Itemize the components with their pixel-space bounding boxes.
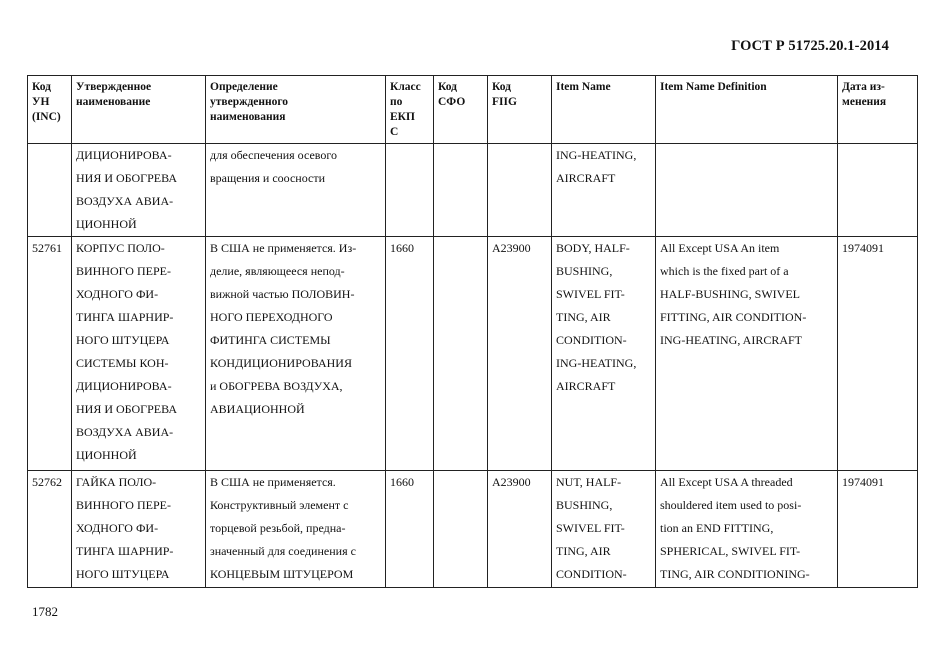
cell-line: ВИННОГО ПЕРЕ- [76,264,171,278]
col-fiig-header [488,76,552,144]
cell-line: КОНЦЕВЫМ ШТУЦЕРОМ [210,567,354,581]
cell-line: TING, AIR [556,310,611,324]
header-line: Код [492,81,512,93]
fiig-cell [488,144,552,237]
cell-line: КОРПУС ПОЛО- [76,241,165,255]
cell-line: SWIVEL FIT- [556,521,625,535]
cell-line: which is the fixed part of a [660,264,789,278]
header-line: Дата из- [842,81,885,93]
table-row [28,471,918,588]
approved-name-cell [72,144,206,237]
cell-line: ДИЦИОНИРОВА- [76,148,172,162]
cell-line: делие, являющееся непод- [210,264,345,278]
cell-line: для обеспечения осевого [210,148,337,162]
cell-line: ХОДНОГО ФИ- [76,287,159,301]
fiig-cell: A23900 [488,471,552,588]
cell-line: СИСТЕМЫ КОН- [76,356,169,370]
cell-line: ФИТИНГА СИСТЕМЫ [210,333,331,347]
date-cell [838,144,918,237]
cell-line: All Except USA A threaded [660,475,793,489]
cell-line: ING-HEATING, [556,356,637,370]
header-line: наименования [210,111,286,123]
sfo-cell [434,471,488,588]
cell-line: ДИЦИОНИРОВА- [76,379,172,393]
cell-line: В США не применяется. [210,475,336,489]
table-header-row [28,76,918,144]
cell-line: Конструктивный элемент с [210,498,349,512]
cell-line: ВОЗДУХА АВИА- [76,425,174,439]
approved-name-cell [72,471,206,588]
cell-line: КОНДИЦИОНИРОВАНИЯ [210,356,352,370]
item-definition-cell [656,237,838,471]
definition-cell [206,237,386,471]
cell-line: ING-HEATING, AIRCRAFT [660,333,802,347]
class-cell: 1660 [386,471,434,588]
cell-line: и ОБОГРЕВА ВОЗДУХА, [210,379,343,393]
table-row [28,144,918,237]
cell-line: TING, AIR CONDITIONING- [660,567,810,581]
col-class-header [386,76,434,144]
cell-line: вижной частью ПОЛОВИН- [210,287,355,301]
header-line: С [390,126,399,138]
header-line: утвержденного [210,96,289,108]
inc-cell: 52762 [28,471,72,588]
page-number: 1782 [32,604,58,619]
cell-line: ХОДНОГО ФИ- [76,521,159,535]
cell-line: НИЯ И ОБОГРЕВА [76,402,177,416]
cell-line: HALF-BUSHING, SWIVEL [660,287,800,301]
cell-line: ЦИОННОЙ [76,448,137,462]
definition-cell [206,144,386,237]
header-line: Утвержденное [76,81,152,93]
header-line: наименование [76,96,151,108]
item-name-cell [552,471,656,588]
cell-line: значенный для соединения с [210,544,356,558]
date-cell: 1974091 [838,237,918,471]
cell-line: BUSHING, [556,498,613,512]
approved-name-cell [72,237,206,471]
cell-line: CONDITION- [556,567,627,581]
table-row [28,237,918,471]
header-line: по [390,96,403,108]
item-definition-cell [656,144,838,237]
cell-line: SPHERICAL, SWIVEL FIT- [660,544,801,558]
registry-table [27,75,918,588]
date-cell: 1974091 [838,471,918,588]
cell-line: BODY, HALF- [556,241,630,255]
sfo-cell [434,237,488,471]
cell-line: НОГО ПЕРЕХОДНОГО [210,310,333,324]
cell-line: NUT, HALF- [556,475,622,489]
header-line: Код [32,81,52,93]
col-approved-name-header [72,76,206,144]
cell-line: ТИНГА ШАРНИР- [76,544,174,558]
cell-line: ВИННОГО ПЕРЕ- [76,498,171,512]
cell-line: TING, AIR [556,544,611,558]
header-line: ЕКП [390,111,415,123]
fiig-cell: A23900 [488,237,552,471]
cell-line: В США не применяется. Из- [210,241,357,255]
cell-line: CONDITION- [556,333,627,347]
item-name-cell [552,237,656,471]
cell-line: ГАЙКА ПОЛО- [76,475,157,489]
item-definition-cell [656,471,838,588]
inc-cell [28,144,72,237]
header-line: Item Name [556,81,611,93]
col-date-header [838,76,918,144]
item-name-cell [552,144,656,237]
cell-line: SWIVEL FIT- [556,287,625,301]
cell-line: shouldered item used to posi- [660,498,802,512]
header-line: менения [842,96,887,108]
cell-line: НИЯ И ОБОГРЕВА [76,171,177,185]
col-inc-header [28,76,72,144]
cell-line: ТИНГА ШАРНИР- [76,310,174,324]
header-line: FIIG [492,96,517,108]
class-cell [386,144,434,237]
header-line: Код [438,81,458,93]
header-line: Item Name Definition [660,81,767,93]
cell-line: AIRCRAFT [556,379,616,393]
standard-code: ГОСТ Р 51725.20.1-2014 [731,38,889,54]
cell-line: ING-HEATING, [556,148,637,162]
cell-line: FITTING, AIR CONDITION- [660,310,807,324]
cell-line: BUSHING, [556,264,613,278]
cell-line: торцевой резьбой, предна- [210,521,346,535]
cell-line: НОГО ШТУЦЕРА [76,333,170,347]
header-line: СФО [438,96,466,108]
header-line: Класс [390,81,421,93]
class-cell: 1660 [386,237,434,471]
header-line: УН [32,96,50,108]
cell-line: ВОЗДУХА АВИА- [76,194,174,208]
col-sfo-header [434,76,488,144]
col-definition-header [206,76,386,144]
cell-line: tion an END FITTING, [660,521,774,535]
cell-line: AIRCRAFT [556,171,616,185]
cell-line: АВИАЦИОННОЙ [210,402,305,416]
cell-line: вращения и соосности [210,171,326,185]
sfo-cell [434,144,488,237]
header-line: (INC) [32,111,61,123]
cell-line: All Except USA An item [660,241,780,255]
definition-cell [206,471,386,588]
inc-cell: 52761 [28,237,72,471]
col-item-definition-header [656,76,838,144]
cell-line: НОГО ШТУЦЕРА [76,567,170,581]
header-line: Определение [210,81,278,93]
col-item-name-header [552,76,656,144]
cell-line: ЦИОННОЙ [76,217,137,231]
